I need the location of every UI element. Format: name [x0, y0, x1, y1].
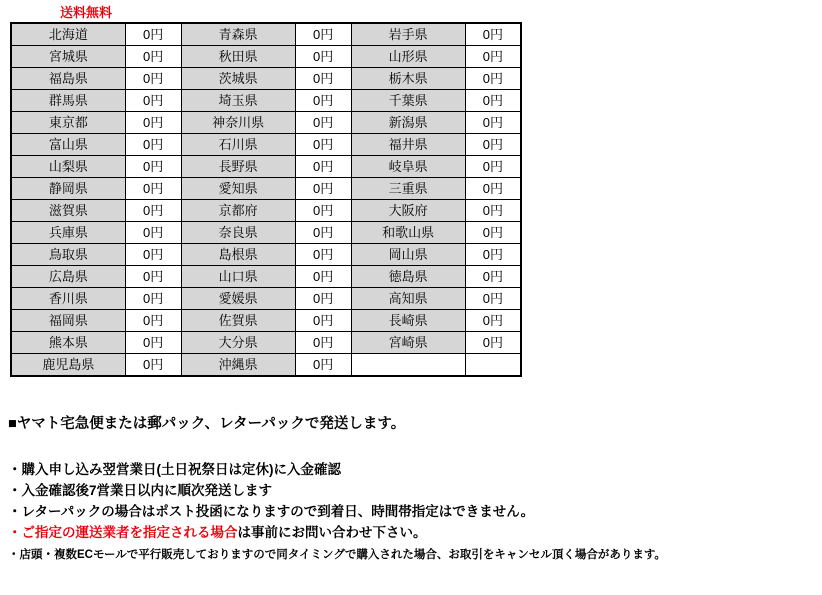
- prefecture-cell: 京都府: [181, 200, 295, 222]
- prefecture-cell: 大阪府: [351, 200, 465, 222]
- empty-cell: [465, 354, 521, 377]
- prefecture-cell: 山梨県: [11, 156, 125, 178]
- price-cell: 0円: [295, 112, 351, 134]
- prefecture-cell: 滋賀県: [11, 200, 125, 222]
- table-row: [11, 90, 521, 112]
- price-cell: 0円: [295, 68, 351, 90]
- price-cell: 0円: [125, 46, 181, 68]
- shipping-notes: [8, 412, 808, 565]
- price-cell: 0円: [295, 134, 351, 156]
- prefecture-cell: 宮城県: [11, 46, 125, 68]
- note-carrier-designation: [8, 522, 808, 543]
- note-parallel-sales: ・店頭・複数ECモールで平行販売しておりますので同タイミングで購入された場合、お取引をキャンセル頂く場合があります。: [8, 549, 666, 561]
- price-cell: 0円: [465, 222, 521, 244]
- prefecture-cell: 沖縄県: [181, 354, 295, 377]
- price-cell: 0円: [125, 200, 181, 222]
- table-row: [11, 332, 521, 354]
- price-cell: 0円: [125, 112, 181, 134]
- note-carrier-designation-black: は事前にお問い合わせ下さい。: [237, 525, 427, 540]
- prefecture-cell: 岩手県: [351, 23, 465, 46]
- shipping-method-heading: ■ヤマト宅急便または郵パック、レターパックで発送します。: [8, 416, 406, 432]
- price-cell: 0円: [295, 178, 351, 200]
- prefecture-cell: 神奈川県: [181, 112, 295, 134]
- table-row: [11, 310, 521, 332]
- price-cell: 0円: [125, 310, 181, 332]
- empty-cell: [351, 354, 465, 377]
- price-cell: 0円: [465, 46, 521, 68]
- prefecture-cell: 島根県: [181, 244, 295, 266]
- price-cell: 0円: [125, 288, 181, 310]
- price-cell: 0円: [295, 244, 351, 266]
- prefecture-cell: 山形県: [351, 46, 465, 68]
- note-letterpack-delivery: ・レターパックの場合はポスト投函になりますので到着日、時間帯指定はできません。: [8, 504, 535, 519]
- price-cell: 0円: [295, 354, 351, 377]
- shipping-fee-table: [10, 22, 522, 377]
- table-row: [11, 222, 521, 244]
- table-row: [11, 112, 521, 134]
- prefecture-cell: 香川県: [11, 288, 125, 310]
- price-cell: 0円: [125, 23, 181, 46]
- price-cell: 0円: [295, 156, 351, 178]
- prefecture-cell: 兵庫県: [11, 222, 125, 244]
- price-cell: 0円: [125, 68, 181, 90]
- prefecture-cell: 長崎県: [351, 310, 465, 332]
- prefecture-cell: 福井県: [351, 134, 465, 156]
- table-row: [11, 244, 521, 266]
- prefecture-cell: 静岡県: [11, 178, 125, 200]
- prefecture-cell: 山口県: [181, 266, 295, 288]
- prefecture-cell: 北海道: [11, 23, 125, 46]
- price-cell: 0円: [125, 178, 181, 200]
- prefecture-cell: 福島県: [11, 68, 125, 90]
- note-dispatch-timing: ・入金確認後7営業日以内に順次発送します: [8, 483, 273, 498]
- price-cell: 0円: [465, 23, 521, 46]
- table-row: [11, 156, 521, 178]
- price-cell: 0円: [465, 200, 521, 222]
- price-cell: 0円: [295, 23, 351, 46]
- price-cell: 0円: [295, 222, 351, 244]
- price-cell: 0円: [465, 112, 521, 134]
- prefecture-cell: 青森県: [181, 23, 295, 46]
- prefecture-cell: 徳島県: [351, 266, 465, 288]
- price-cell: 0円: [465, 134, 521, 156]
- price-cell: 0円: [125, 332, 181, 354]
- price-cell: 0円: [125, 90, 181, 112]
- price-cell: 0円: [125, 156, 181, 178]
- price-cell: 0円: [295, 266, 351, 288]
- table-row: [11, 266, 521, 288]
- prefecture-cell: 秋田県: [181, 46, 295, 68]
- prefecture-cell: 熊本県: [11, 332, 125, 354]
- price-cell: 0円: [295, 310, 351, 332]
- price-cell: 0円: [465, 266, 521, 288]
- price-cell: 0円: [465, 310, 521, 332]
- price-cell: 0円: [295, 332, 351, 354]
- table-row: [11, 68, 521, 90]
- prefecture-cell: 佐賀県: [181, 310, 295, 332]
- price-cell: 0円: [125, 266, 181, 288]
- table-row: [11, 46, 521, 68]
- prefecture-cell: 石川県: [181, 134, 295, 156]
- price-cell: 0円: [465, 90, 521, 112]
- prefecture-cell: 宮崎県: [351, 332, 465, 354]
- prefecture-cell: 東京都: [11, 112, 125, 134]
- prefecture-cell: 埼玉県: [181, 90, 295, 112]
- price-cell: 0円: [465, 244, 521, 266]
- table-row: [11, 178, 521, 200]
- note-carrier-designation-red: ・ご指定の運送業者を指定される場合: [8, 525, 238, 540]
- price-cell: 0円: [465, 68, 521, 90]
- note-payment-confirmation: ・購入申し込み翌営業日(土日祝祭日は定休)に入金確認: [8, 462, 341, 477]
- prefecture-cell: 大分県: [181, 332, 295, 354]
- price-cell: 0円: [295, 288, 351, 310]
- table-row: [11, 200, 521, 222]
- price-cell: 0円: [125, 222, 181, 244]
- price-cell: 0円: [125, 244, 181, 266]
- price-cell: 0円: [465, 156, 521, 178]
- price-cell: 0円: [465, 178, 521, 200]
- prefecture-cell: 群馬県: [11, 90, 125, 112]
- table-row: [11, 288, 521, 310]
- prefecture-cell: 愛知県: [181, 178, 295, 200]
- price-cell: 0円: [295, 46, 351, 68]
- price-cell: 0円: [125, 354, 181, 377]
- table-row: [11, 354, 521, 377]
- shipping-fee-table-body: [11, 23, 521, 376]
- prefecture-cell: 鳥取県: [11, 244, 125, 266]
- prefecture-cell: 鹿児島県: [11, 354, 125, 377]
- prefecture-cell: 千葉県: [351, 90, 465, 112]
- prefecture-cell: 富山県: [11, 134, 125, 156]
- prefecture-cell: 奈良県: [181, 222, 295, 244]
- prefecture-cell: 新潟県: [351, 112, 465, 134]
- prefecture-cell: 栃木県: [351, 68, 465, 90]
- prefecture-cell: 三重県: [351, 178, 465, 200]
- prefecture-cell: 岡山県: [351, 244, 465, 266]
- prefecture-cell: 高知県: [351, 288, 465, 310]
- price-cell: 0円: [295, 90, 351, 112]
- free-shipping-banner: 送料無料: [60, 5, 113, 20]
- prefecture-cell: 和歌山県: [351, 222, 465, 244]
- prefecture-cell: 福岡県: [11, 310, 125, 332]
- price-cell: 0円: [465, 288, 521, 310]
- prefecture-cell: 広島県: [11, 266, 125, 288]
- prefecture-cell: 長野県: [181, 156, 295, 178]
- price-cell: 0円: [125, 134, 181, 156]
- price-cell: 0円: [465, 332, 521, 354]
- table-row: [11, 23, 521, 46]
- price-cell: 0円: [295, 200, 351, 222]
- prefecture-cell: 愛媛県: [181, 288, 295, 310]
- table-row: [11, 134, 521, 156]
- prefecture-cell: 岐阜県: [351, 156, 465, 178]
- prefecture-cell: 茨城県: [181, 68, 295, 90]
